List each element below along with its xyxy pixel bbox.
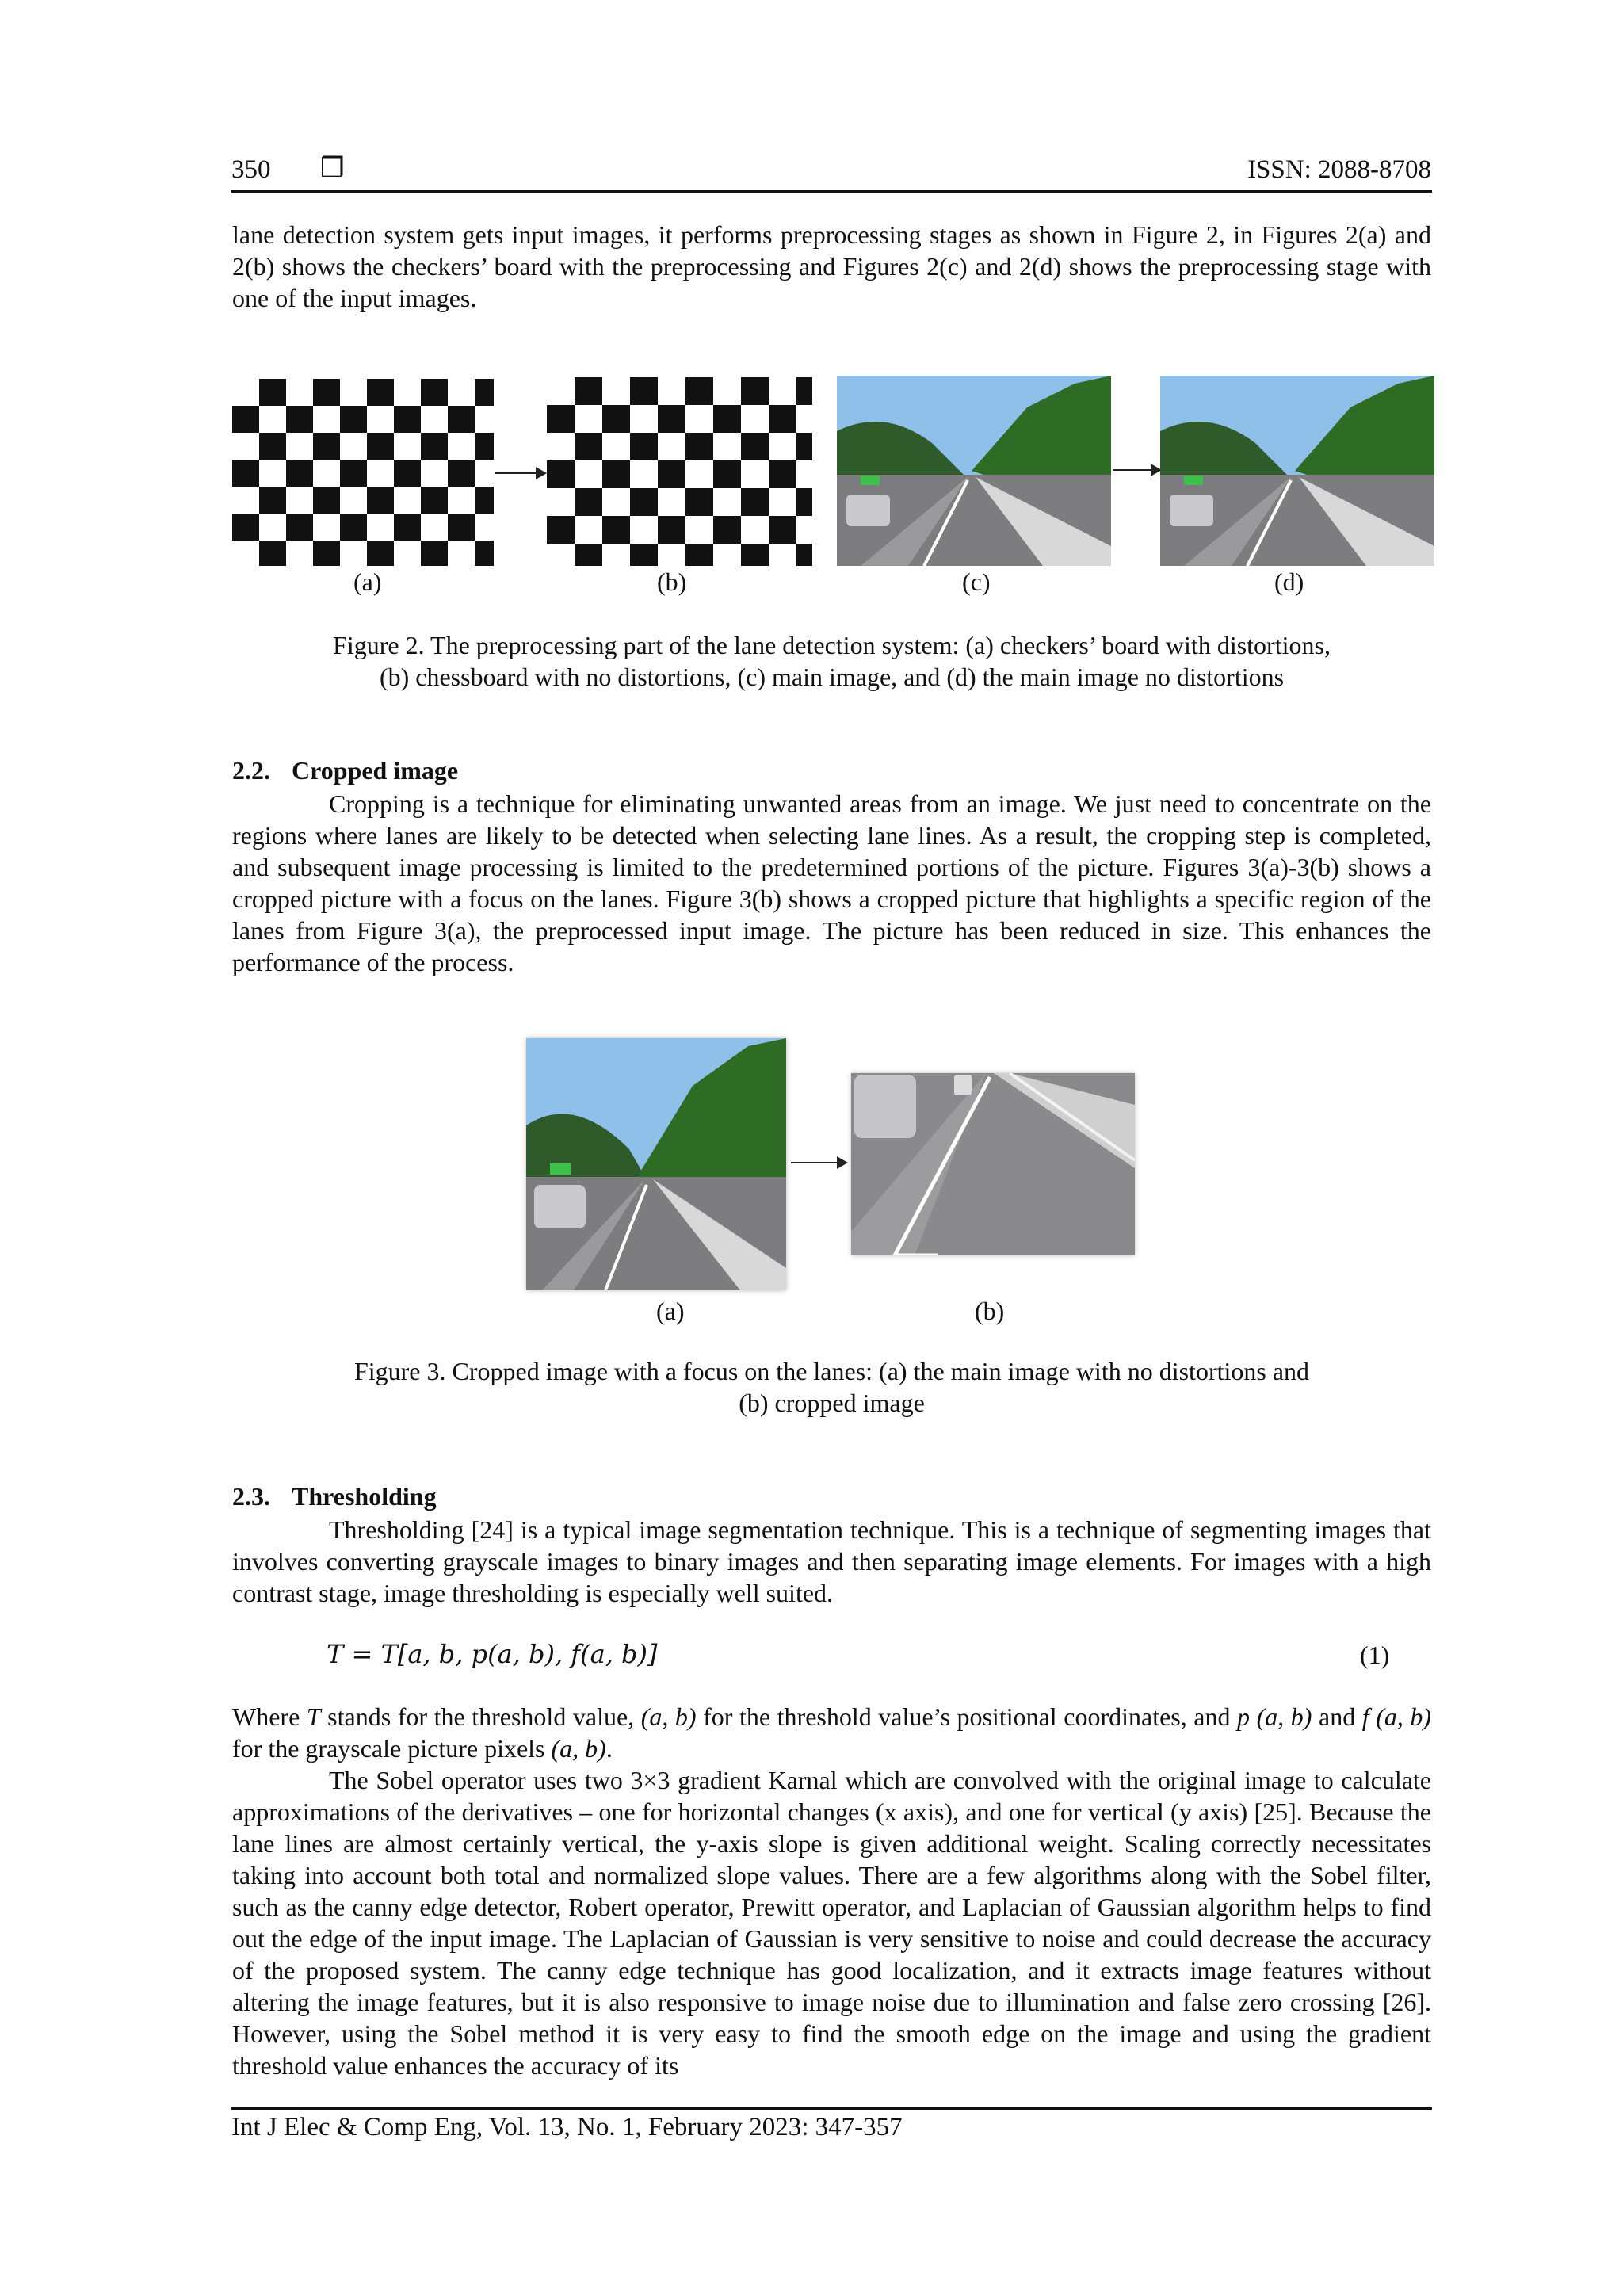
where-paragraph: [232, 1701, 1431, 1764]
figure3-caption-line2: (b) cropped image: [739, 1389, 925, 1417]
figure3-image-b: [851, 1073, 1135, 1255]
section-2-2-heading: [232, 756, 458, 785]
where-var-ab-1: (a, b): [640, 1702, 697, 1731]
section-2-2-body: Cropping is a technique for eliminating unwanted areas from an image. We just need to concentrate on the regions where lanes are likely to be detected when selecting lane lines. As a result, the cropping step is completed, and subsequent image processing is limited to the predetermined portions of the picture. Figures 3(a)-3(b) shows a cropped picture with a focus on the lanes. Figure 3(b) shows a cropped picture that highlights a specific region of the lanes from Figure 3(a), the preprocessed input image. The picture has been reduced in size. This enhances the performance of the process.: [232, 789, 1431, 976]
section-2-3-title: Thresholding: [292, 1482, 437, 1511]
figure2-label-b: (b): [657, 567, 687, 596]
figure2-label-c: (c): [962, 567, 991, 596]
where-text-2: stands for the threshold value,: [320, 1702, 641, 1731]
figure3-image-a: [526, 1038, 786, 1290]
section-2-2-number: 2.2.: [232, 756, 270, 785]
issn: ISSN: 2088-8708: [1247, 155, 1431, 184]
equation-1-number: (1): [1360, 1641, 1390, 1669]
equation-1: T = T[a, b, p(a, b), f(a, b)]: [327, 1639, 658, 1669]
figure2-arrow-1: [495, 472, 545, 474]
figure3-arrow: [791, 1162, 846, 1163]
page-number: 350: [231, 155, 271, 184]
figure2-image-b: [547, 377, 812, 566]
figure2-image-c: [837, 376, 1111, 566]
where-var-pab: p (a, b): [1237, 1702, 1312, 1731]
where-text-5: for the grayscale picture pixels: [232, 1734, 552, 1763]
figure3-label-a: (a): [656, 1297, 685, 1325]
where-text-3: for the threshold value’s positional coordinates, and: [696, 1702, 1238, 1731]
figure2-image-a: [232, 379, 494, 566]
sobel-paragraph: The Sobel operator uses two 3×3 gradient Karnal which are convolved with the original image to calculate approximations of the derivatives – one for horizontal changes (x axis), and one for vertical (y axis) [25]. Because the lane lines are almost certainly vertical, the y-axis slope is given additional weight. Scaling correctly necessitates taking into account both total and normalized slope values. There are a few algorithms along with the Sobel filter, such as the canny edge detector, Robert operator, Prewitt operator, and Laplacian of Gaussian algorithm helps to find out the edge of the input image. The Laplacian of Gaussian is very sensitive to noise and could decrease the accuracy of the proposed system. The canny edge technique has good localization, and it extracts image features without altering the image features, but it is also responsive to image noise due to illumination and false zero crossing [26]. However, using the Sobel method it is very easy to find the smooth edge on the image and using the gradient threshold value enhances the accuracy of its: [232, 1766, 1431, 2080]
section-2-3-body: Thresholding [24] is a typical image segmentation technique. This is a technique of segmenting images that involves converting grayscale images to binary images and then separating image elements. For images with a high contrast stage, image thresholding is especially well suited.: [232, 1515, 1431, 1607]
figure2-caption-line2: (b) chessboard with no distortions, (c) main image, and (d) the main image no distortions: [379, 663, 1285, 691]
footer-rule: [231, 2107, 1432, 2110]
where-text-4: and: [1312, 1702, 1362, 1731]
section-2-3-number: 2.3.: [232, 1482, 270, 1511]
figure2-caption: [232, 629, 1431, 693]
intro-paragraph: lane detection system gets input images, it performs preprocessing stages as shown in Figure 2, in Figures 2(a) and 2(b) shows the checkers’ board with the preprocessing and Figures 2(c) and 2(d) shows the preprocessing stage with one of the input images.: [232, 220, 1431, 312]
figure3-caption: [232, 1355, 1431, 1419]
section-2-2-title: Cropped image: [292, 756, 459, 785]
header-rule: [231, 190, 1432, 193]
where-text-1: Where: [232, 1702, 307, 1731]
header-glyph-icon: ❐: [320, 152, 345, 184]
figure3-label-b: (b): [975, 1297, 1005, 1325]
footer-citation: Int J Elec & Comp Eng, Vol. 13, No. 1, February 2023: 347-357: [231, 2113, 903, 2141]
figure2-label-a: (a): [353, 567, 382, 596]
figure2-label-d: (d): [1274, 567, 1304, 596]
where-var-fab: f (a, b): [1361, 1702, 1432, 1731]
figure2-arrow-2: [1113, 469, 1160, 471]
figure3-caption-line1: Figure 3. Cropped image with a focus on the lanes: (a) the main image with no distortions and: [353, 1357, 1310, 1385]
where-var-ab-2: (a, b): [551, 1734, 606, 1763]
figure2-image-d: [1160, 376, 1434, 566]
figure2-caption-line1: Figure 2. The preprocessing part of the lane detection system: (a) checkers’ board with distortions,: [333, 631, 1331, 659]
section-2-3-heading: [232, 1482, 437, 1511]
where-text-6: .: [605, 1734, 613, 1763]
where-var-T: T: [306, 1702, 321, 1731]
